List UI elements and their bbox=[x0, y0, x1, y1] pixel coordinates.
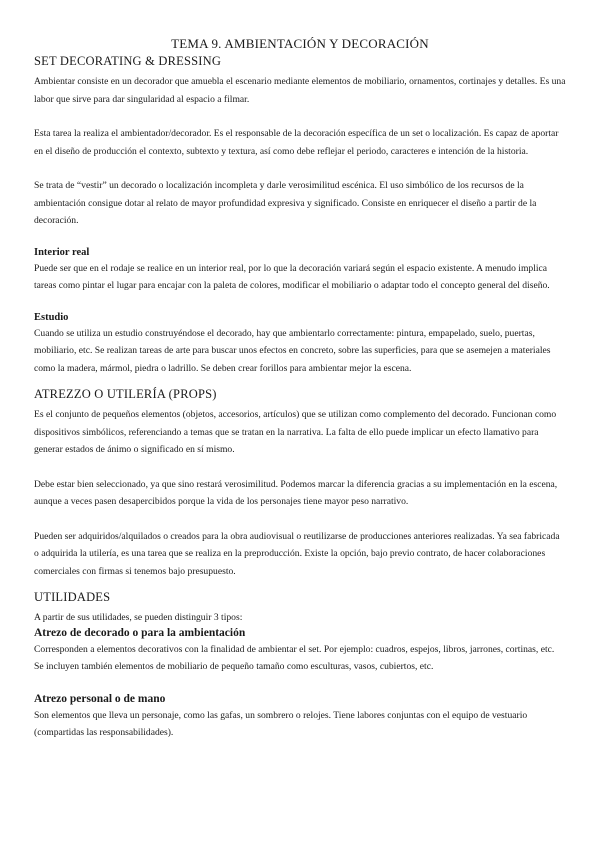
paragraph: Cuando se utiliza un estudio construyéndose el decorado, hay que ambientarlo correctamente: pintura, empapelado, suelo, puertas, mobiliario, etc. Se realizan tareas de arte para buscar unos efectos en concreto, sobre las superficies, para que se asemejen a materiales como la madera, mármol, piedra o ladrillo. Se deben crear forillos para ambientar mejor la escena. bbox=[34, 327, 551, 374]
paragraph: Debe estar bien seleccionado, ya que sino restará verosimilitud. Podemos marcar la diferencia gracias a su implementación en la escena, aunque a veces pasen desapercibidos porque la vida de los personajes tiene mayor peso narrativo. bbox=[34, 478, 558, 507]
subheading-estudio: Estudio bbox=[34, 311, 69, 323]
section-heading-atrezzo: ATREZZO O UTILERÍA (PROPS) bbox=[34, 387, 217, 401]
section-heading-set-decorating: SET DECORATING & DRESSING bbox=[34, 54, 222, 68]
paragraph: Es el conjunto de pequeños elementos (objetos, accesorios, artículos) que se utilizan como complemento del decorado. Funcionan como dispositivos simbólicos, referenciando a temas que se tratan en la narrativa. La falta de ello puede implicar un efecto llamativo para generar estados de ánimo o significado en sí mismo. bbox=[34, 409, 557, 455]
subheading-interior-real: Interior real bbox=[34, 246, 90, 258]
paragraph: Se trata de “vestir” un decorado o localización incompleta y darle verosimilitud escénica. El uso simbólico de los recursos de la ambientación consigue dotar al relato de mayor profundidad expresiva y significado. Consiste en enriquecer el diseño a partir de la decoración. bbox=[34, 180, 537, 226]
paragraph: Puede ser que en el rodaje se realice en un interior real, por lo que la decoración variará según el espacio existente. A menudo implica tareas como pintar el lugar para encajar con la paleta de colores, modificar el mobiliario o adaptar todo el concepto general del diseño. bbox=[34, 262, 550, 291]
paragraph: Esta tarea la realiza el ambientador/decorador. Es el responsable de la decoración específica de un set o localización. Es capaz de aportar en el diseño de producción el contexto, subtexto y textura, así como debe reflejar el periodo, caracteres e intención de la historia. bbox=[34, 128, 559, 157]
intro-text: A partir de sus utilidades, se pueden distinguir 3 tipos: bbox=[34, 612, 243, 623]
paragraph: Corresponden a elementos decorativos con la finalidad de ambientar el set. Por ejemplo: cuadros, espejos, libros, jarrones, cortinas, etc. Se incluyen también elementos de mobiliario de pequeño tamaño como esculturas, vasos, cubiertos, etc. bbox=[34, 643, 555, 672]
paragraph: Son elementos que lleva un personaje, como las gafas, un sombrero o relojes. Tiene labores conjuntas con el equipo de vestuario (compartidas las responsabilidades). bbox=[34, 709, 528, 738]
subheading-atrezo-personal: Atrezo personal o de mano bbox=[34, 692, 166, 705]
paragraph: Pueden ser adquiridos/alquilados o creados para la obra audiovisual o reutilizarse de producciones anteriores realizadas. Ya sea fabricada o adquirida la utilería, es una tarea que se realiza en la preproducción. Existe la opción, bajo previo contrato, de hacer colaboraciones comerciales con firmas si tenemos bajo presupuesto. bbox=[34, 530, 560, 577]
page-title: TEMA 9. AMBIENTACIÓN Y DECORACIÓN bbox=[171, 36, 429, 51]
section-heading-utilidades: UTILIDADES bbox=[34, 590, 111, 604]
subheading-atrezo-decorado: Atrezo de decorado o para la ambientación bbox=[34, 626, 246, 639]
paragraph: Ambientar consiste en un decorador que amuebla el escenario mediante elementos de mobiliario, ornamentos, cortinajes y detalles. Es una labor que sirve para dar singularidad al espacio a filmar. bbox=[34, 76, 566, 105]
